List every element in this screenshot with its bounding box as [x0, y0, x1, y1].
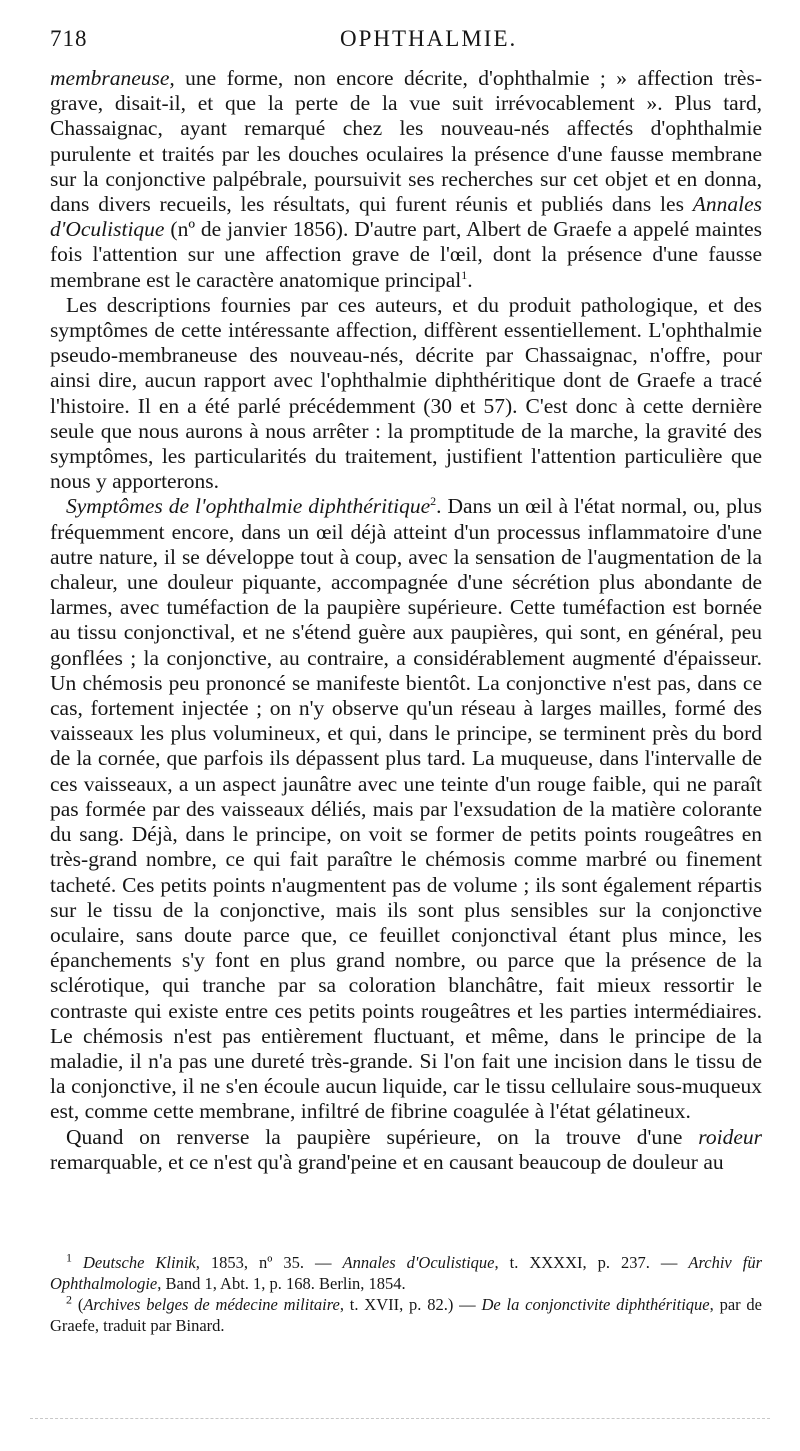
body-text [50, 66, 762, 1175]
paragraph-2: Les descriptions fournies par ces auteurs, et du produit pathologique, et des symptômes de cette intéressante affection, diffèrent essentiellement. L'ophthalmie pseudo-membraneuse des nouveau-nés, décrite par Chassaignac, n'offre, pour ainsi dire, aucun rapport avec l'ophthalmie diphthéritique dont de Graefe a tracé l'histoire. Il en a été parlé précédemment (30 et 57). C'est donc à cette dernière seule que nous aurons à nous arrêter : la promptitude de la marche, la gravité des symptômes, les particularités du traitement, justifient l'attention particulière que nous y apporterons. [50, 292, 762, 494]
text-run: , par de Graefe, traduit par Binard. [50, 1295, 763, 1335]
page-header [50, 26, 748, 66]
scan-artifact-divider [30, 1418, 770, 1419]
text-run: ( [77, 1295, 84, 1314]
italic-text: membraneuse, [50, 66, 175, 90]
paragraph-1 [50, 66, 762, 293]
footnote-number: 1 [66, 1250, 72, 1265]
text-run: , t. XVII, p. 82.) — [339, 1295, 482, 1314]
journal-title: Deutsche Klinik [83, 1253, 196, 1272]
text-run: . [467, 267, 473, 292]
footnote-2 [50, 1294, 762, 1336]
page-number: 718 [50, 26, 88, 51]
journal-title: Annales d'Oculistique [342, 1253, 495, 1272]
italic-text: roideur [698, 1124, 762, 1149]
running-title: OPHTHALMIE. [340, 26, 518, 51]
footnote-number: 2 [66, 1292, 72, 1307]
text-run: . Dans un œil à l'état normal, ou, plus fréquemment encore, dans un œil déjà atteint d'un processus inflammatoire d'une autre nature, il se développe tout à coup, avec la sensation de l'augmentation de la chaleur, une douleur piquante, accompagnée d'une sécrétion plus abondante de larmes, avec tuméfaction de la paupière supérieure. Cette tuméfaction est bornée au tissu conjonctival, et ne s'étend guère aux paupières, qui sont, en général, peu gonflées ; la conjonctive, au contraire, a considérablement augmenté d'épaisseur. Un chémosis peu prononcé se manifeste bientôt. La conjonctive n'est pas, dans ce cas, fortement injectée ; on n'y observe qu'un réseau à larges mailles, formé des vaisseaux les plus volumineux, et qui, dans le principe, se terminent près du bord de la cornée, que parfois ils dépassent plus tard. La muqueuse, dans l'intervalle de ces vaisseaux, a un aspect jaunâtre avec une teinte d'un rouge faible, qui ne paraît pas formée par des vaisseaux déliés, mais par l'exsudation de la matière colorante du sang. Déjà, dans le principe, on voit se former de petits points rougeâtres en très-grand nombre, ce qui fait paraître le chémosis comme marbré ou finement tacheté. Ces petits points n'augmentent pas de volume ; ils sont également répartis sur le tissu de la conjonctive, mais ils sont plus sensibles sur la conjonctive oculaire, sans doute parce que, ce feuillet conjonctival étant plus mince, les épanchements s'y font en plus grand nombre, ou parce que la présence de la sclérotique, qui tranche par sa coloration blanchâtre, fait mieux ressortir le contraste qui existe entre ces petits points rougeâtres et les parties intermédiaires. Le chémosis n'est pas entièrement fluctuant, et même, dans le principe de la maladie, il n'a pas une dureté très-grande. Si l'on fait une incision dans le tissu de la conjonctive, il ne s'en écoule aucun liquide, car le tissu cellulaire sous-muqueux est, comme cette membrane, infiltré de fibrine coagulée à l'état gélatineux. [50, 494, 762, 1124]
footnote-1 [50, 1252, 762, 1294]
text-run: (nº de janvier 1856). D'autre part, Albert de Graefe a appelé maintes fois l'attention sur une affection grave de l'œil, dont la présence d'une fausse membrane est le caractère anatomique principal [50, 217, 762, 292]
paragraph-3 [50, 494, 762, 1124]
text-run: , t. XXXXI, p. 237. — [494, 1253, 689, 1272]
footnotes [50, 1252, 762, 1336]
journal-title: Archiv für Ophthalmologie [50, 1253, 762, 1293]
section-heading: Symptômes de l'ophthalmie diphthéritique [66, 494, 431, 519]
work-title: De la conjonctivite diphthéritique [481, 1295, 710, 1314]
text-run: , Band 1, Abt. 1, p. 168. Berlin, 1854. [157, 1274, 406, 1293]
footnote-ref: 1 [461, 267, 468, 282]
paragraph-4 [50, 1125, 762, 1175]
text-run: , 1853, nº 35. — [195, 1253, 343, 1272]
journal-title: Archives belges de médecine militaire [83, 1295, 340, 1314]
text-run: une forme, non encore décrite, d'ophthalmie ; » affection très-grave, disait-il, et que la perte de la vue suit irrévocablement ». Plus tard, Chassaignac, ayant remarqué chez les nouveau-nés affectés d'ophthalmie purulente et traités par les douches oculaires la présence d'une fausse membrane sur la conjonctive palpébrale, poursuivit ses recherches sur cet objet et en donna, dans divers recueils, les résultats, qui furent réunis et publiés dans les [50, 66, 762, 217]
footnote-ref: 2 [430, 494, 437, 509]
journal-title: Annales d'Oculistique [50, 192, 762, 242]
text-run: Quand on renverse la paupière supérieure, on la trouve d'une [66, 1124, 699, 1149]
text-run: remarquable, et ce n'est qu'à grand'peine et en causant beaucoup de douleur au [50, 1149, 724, 1174]
